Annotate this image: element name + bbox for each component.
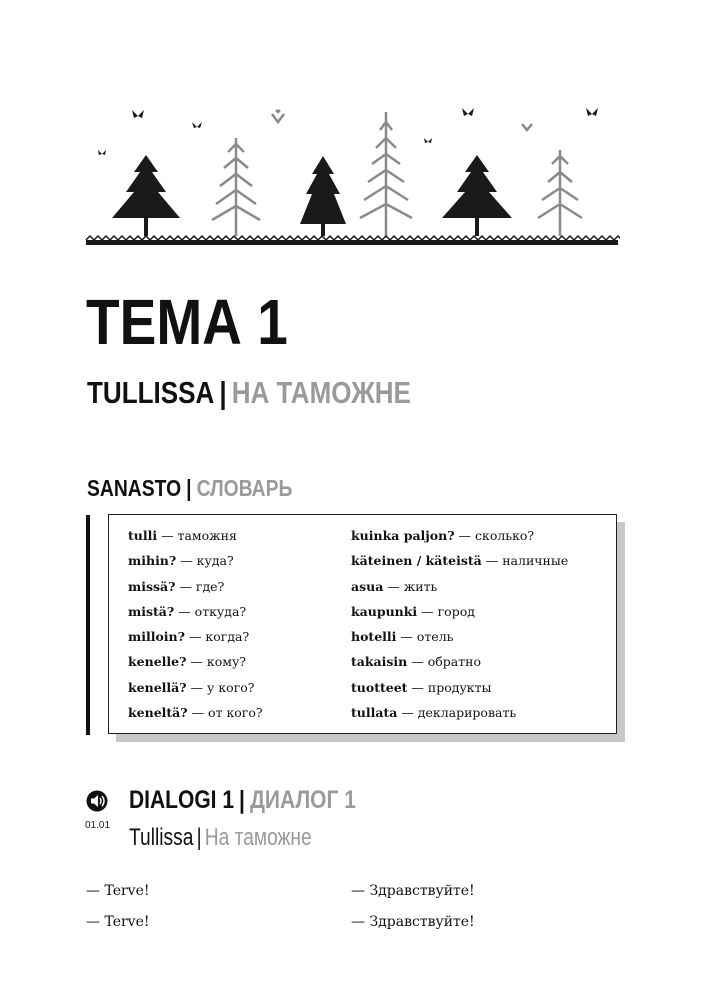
vocabulary-entry bbox=[128, 574, 263, 599]
dialog-line-russian: — Здравствуйте! bbox=[351, 883, 475, 899]
entry-finnish: missä? bbox=[128, 578, 176, 594]
vocabulary-entry bbox=[351, 574, 568, 599]
entry-finnish: tulli bbox=[128, 528, 158, 543]
dialog-line-finnish: — Terve! bbox=[86, 914, 150, 930]
dialog-subtitle-separator: | bbox=[196, 824, 202, 851]
bird-icon bbox=[462, 108, 474, 116]
entry-finnish: kuinka paljon? bbox=[351, 528, 455, 543]
vocabulary-entry bbox=[128, 548, 263, 573]
dialog-subtitle-finnish: Tullissa bbox=[129, 824, 194, 851]
vocabulary-entry bbox=[128, 523, 263, 548]
entry-finnish: mihin? bbox=[128, 553, 177, 569]
entry-russian: — куда? bbox=[176, 553, 234, 569]
entry-russian: — где? bbox=[175, 578, 225, 594]
vocabulary-box bbox=[108, 514, 617, 734]
entry-finnish: takaisin bbox=[351, 654, 408, 670]
entry-finnish: keneltä? bbox=[128, 705, 188, 721]
vocabulary-heading-russian: СЛОВАРЬ bbox=[196, 475, 293, 501]
entry-finnish: milloin? bbox=[128, 629, 185, 645]
entry-finnish: käteinen / käteistä bbox=[351, 553, 482, 569]
entry-russian: — обратно bbox=[407, 654, 481, 670]
subtitle-russian: НА ТАМОЖНЕ bbox=[231, 375, 411, 410]
page-subtitle bbox=[87, 377, 411, 408]
knitted-forest-banner bbox=[84, 100, 620, 252]
vocabulary-entry bbox=[351, 700, 568, 725]
entry-finnish: tullata bbox=[351, 705, 398, 721]
entry-russian: — жить bbox=[383, 578, 438, 594]
entry-russian: — отель bbox=[396, 629, 454, 645]
vocabulary-heading-finnish: SANASTO bbox=[87, 475, 182, 501]
bird-icon bbox=[192, 122, 202, 128]
dialog-heading-finnish: DIALOGI 1 bbox=[129, 786, 235, 814]
bird-icon bbox=[424, 138, 432, 143]
vocabulary-entry bbox=[128, 700, 263, 725]
entry-russian: — когда? bbox=[184, 629, 250, 645]
bird-icon bbox=[272, 110, 284, 122]
vocabulary-entry bbox=[351, 649, 568, 674]
entry-finnish: kenelle? bbox=[128, 654, 187, 670]
vocabulary-column-left bbox=[128, 523, 263, 725]
vocabulary-entry bbox=[351, 675, 568, 700]
entry-russian: — продукты bbox=[407, 679, 492, 695]
entry-finnish: kenellä? bbox=[128, 679, 187, 695]
vocabulary-column-right bbox=[351, 523, 568, 725]
vocabulary-entry bbox=[351, 548, 568, 573]
dialog-line-russian: — Здравствуйте! bbox=[351, 914, 475, 930]
bird-icon bbox=[522, 124, 532, 130]
entry-russian: — город bbox=[417, 603, 475, 619]
dialog-subtitle bbox=[129, 826, 312, 850]
entry-russian: — декларировать bbox=[397, 705, 517, 721]
bird-icon bbox=[132, 110, 144, 118]
track-number: 01.01 bbox=[85, 820, 111, 831]
entry-russian: — сколько? bbox=[454, 528, 535, 543]
entry-finnish: asua bbox=[351, 578, 384, 594]
entry-finnish: mistä? bbox=[128, 603, 175, 619]
entry-finnish: hotelli bbox=[351, 629, 397, 645]
entry-finnish: tuotteet bbox=[351, 679, 408, 695]
bird-icon bbox=[586, 108, 598, 116]
dialog-line-finnish: — Terve! bbox=[86, 883, 150, 899]
entry-russian: — откуда? bbox=[174, 603, 247, 619]
bird-icon bbox=[98, 150, 106, 155]
vocabulary-entry bbox=[351, 599, 568, 624]
speaker-icon[interactable] bbox=[86, 790, 110, 812]
vocabulary-entry bbox=[351, 523, 568, 548]
vocabulary-heading bbox=[87, 477, 292, 500]
entry-russian: — у кого? bbox=[186, 679, 255, 695]
vocabulary-entry bbox=[351, 624, 568, 649]
entry-finnish: kaupunki bbox=[351, 603, 418, 619]
entry-russian: — от кого? bbox=[187, 705, 263, 721]
dialog-heading-separator: | bbox=[239, 786, 245, 814]
vocabulary-entry bbox=[128, 675, 263, 700]
subtitle-separator: | bbox=[219, 375, 227, 410]
entry-russian: — наличные bbox=[481, 553, 569, 569]
vocabulary-entry bbox=[128, 649, 263, 674]
dialog-heading-russian: ДИАЛОГ 1 bbox=[249, 786, 356, 814]
entry-russian: — таможня bbox=[157, 528, 237, 543]
dialog-subtitle-russian: На таможне bbox=[204, 824, 312, 851]
subtitle-finnish: TULLISSA bbox=[87, 375, 215, 410]
vocabulary-heading-separator: | bbox=[186, 475, 192, 501]
entry-russian: — кому? bbox=[186, 654, 247, 670]
page-title: ТЕМА 1 bbox=[86, 286, 288, 358]
dialog-heading bbox=[129, 788, 356, 813]
vocabulary-side-rule bbox=[86, 515, 90, 735]
vocabulary-entry bbox=[128, 599, 263, 624]
vocabulary-entry bbox=[128, 624, 263, 649]
